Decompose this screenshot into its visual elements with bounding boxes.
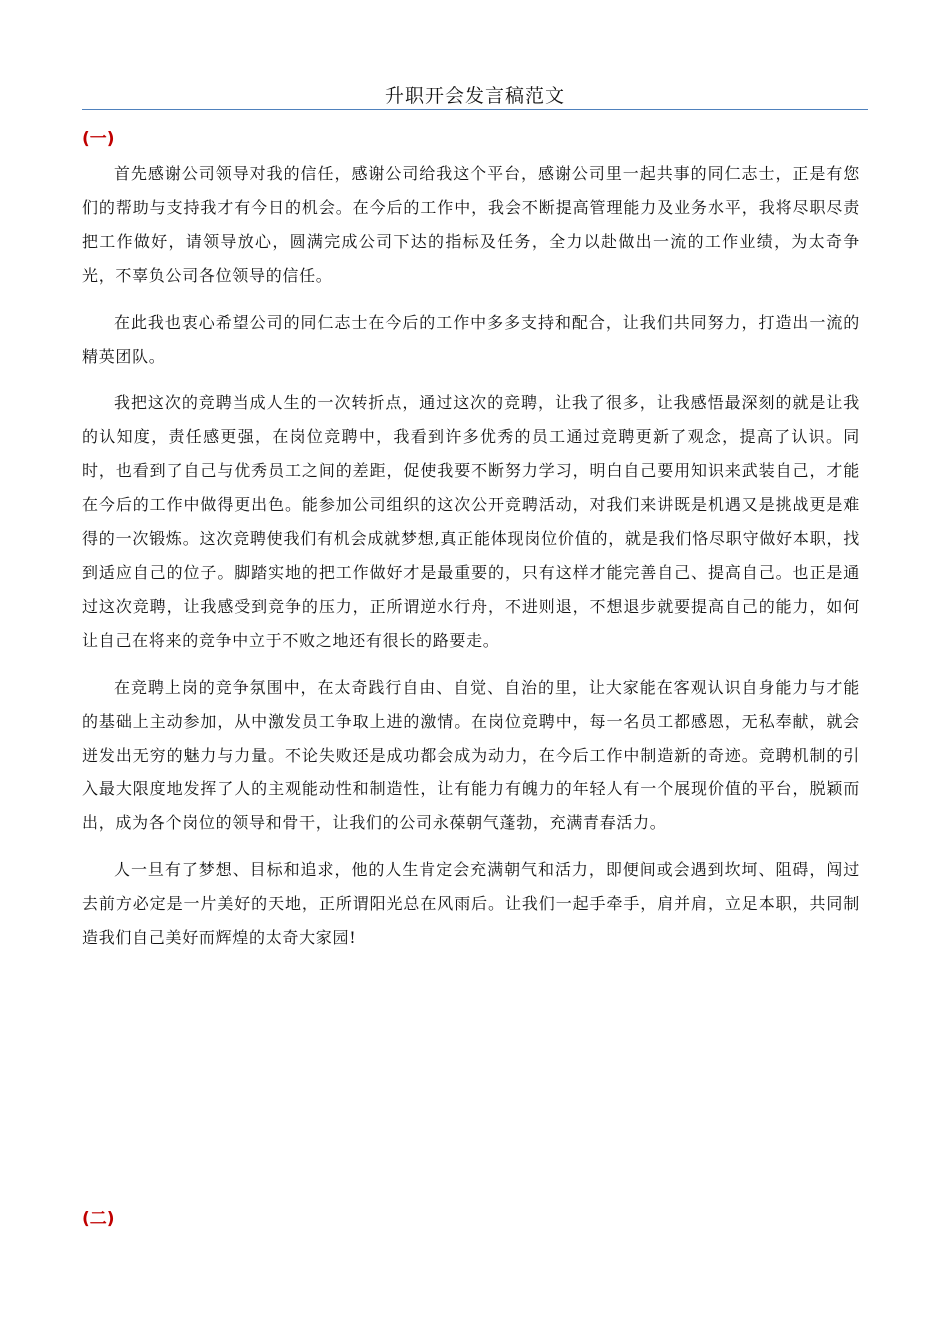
- paragraph: 人一旦有了梦想、目标和追求，他的人生肯定会充满朝气和活力，即便间或会遇到坎坷、阻碍，闯过去前方必定是一片美好的天地，正所谓阳光总在风雨后。让我们一起手牵手，肩并肩，立足本职，共同制造我们自己美好而辉煌的太奇大家园!: [82, 860, 860, 948]
- section-heading-1: (一): [82, 129, 115, 149]
- document-title: 升职开会发言稿范文: [384, 85, 565, 107]
- title-underline: [82, 109, 868, 110]
- paragraph: 在此我也衷心希望公司的同仁志士在今后的工作中多多支持和配合，让我们共同努力，打造出一流的精英团队。: [82, 312, 860, 366]
- paragraph: 在竞聘上岗的竞争氛围中，在太奇践行自由、自觉、自治的里，让大家能在客观认识自身能力与才能的基础上主动参加，从中激发员工争取上进的激情。在岗位竞聘中，每一名员工都感恩，无私奉献，就会迸发出无穷的魅力与力量。不论失败还是成功都会成为动力，在今后工作中制造新的奇迹。竞聘机制的引入最大限度地发挥了人的主观能动性和制造性，让有能力有魄力的年轻人有一个展现价值的平台，脱颖而出，成为各个岗位的领导和骨干，让我们的公司永葆朝气蓬勃，充满青春活力。: [82, 677, 860, 833]
- paragraph: 首先感谢公司领导对我的信任，感谢公司给我这个平台，感谢公司里一起共事的同仁志士，正是有您们的帮助与支持我才有今日的机会。在今后的工作中，我会不断提高管理能力及业务水平，我将尽职尽责把工作做好，请领导放心，圆满完成公司下达的指标及任务，全力以赴做出一流的工作业绩，为太奇争光，不辜负公司各位领导的信任。: [82, 164, 860, 285]
- section-heading-2: (二): [82, 1209, 115, 1229]
- section-1-body: [82, 157, 860, 968]
- paragraph: 我把这次的竞聘当成人生的一次转折点，通过这次的竞聘，让我了很多，让我感悟最深刻的就是让我的认知度，责任感更强，在岗位竞聘中，我看到许多优秀的员工通过竞聘更新了观念，提高了认识。同时，也看到了自己与优秀员工之间的差距，促使我要不断努力学习，明白自己要用知识来武装自己，才能在今后的工作中做得更出色。能参加公司组织的这次公开竞聘活动，对我们来讲既是机遇又是挑战更是难得的一次锻炼。这次竞聘使我们有机会成就梦想,真正能体现岗位价值的，就是我们恪尽职守做好本职，找到适应自己的位子。脚踏实地的把工作做好才是最重要的，只有这样才能完善自己、提高自己。也正是通过这次竞聘，让我感受到竞争的压力，正所谓逆水行舟，不进则退，不想退步就要提高自己的能力，如何让自己在将来的竞争中立于不败之地还有很长的路要走。: [82, 393, 860, 650]
